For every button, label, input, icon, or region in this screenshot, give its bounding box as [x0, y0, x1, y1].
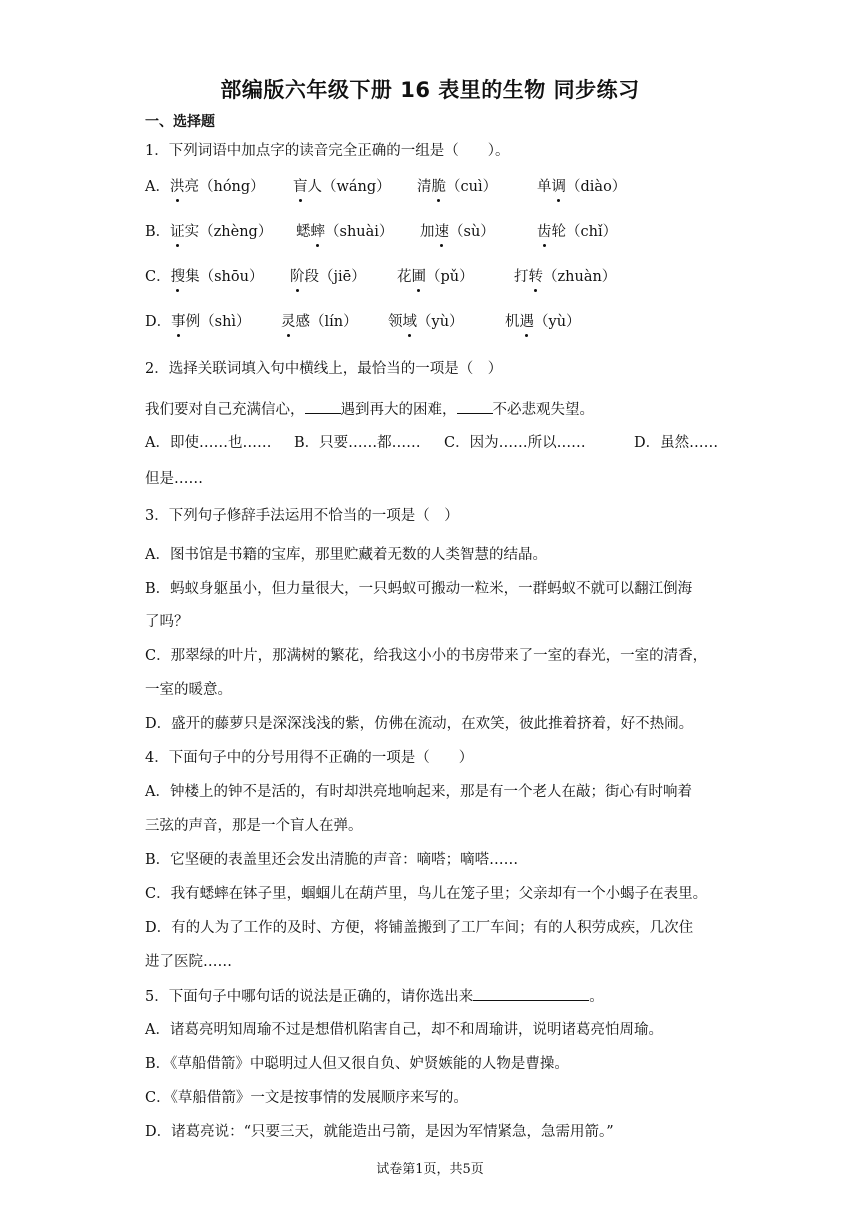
q3-stem: 3．下列句子修辞手法运用不恰当的一项是（ ） [145, 508, 459, 524]
q4-option-a: A．钟楼上的钟不是活的，有时却洪亮地响起来，那是有一个老人在敲；街心有时响着 [145, 784, 692, 800]
q4-option-b: B．它坚硬的表盖里还会发出清脆的声音：嘀嗒；嘀嗒…… [145, 852, 519, 868]
q4-option-c: C．我有蟋蟀在钵子里，蝈蝈儿在葫芦里，鸟儿在笼子里；父亲却有一个小蝎子在表里。 [145, 886, 708, 902]
q3-option-b: B．蚂蚁身躯虽小，但力量很大，一只蚂蚁可搬动一粒米，一群蚂蚁不就可以翻江倒海 [145, 581, 693, 597]
section-heading: 一、选择题 [145, 114, 215, 130]
q1-a-item-1: A．洪亮（hóng） [145, 179, 265, 195]
q2-option-a: A．即使……也…… [145, 435, 272, 451]
q3-option-c-cont: 一室的暖意。 [145, 682, 232, 698]
q3-option-b-cont: 了吗？ [145, 614, 189, 630]
q4-stem: 4．下面句子中的分号用得不正确的一项是（ ） [145, 750, 474, 766]
q2-option-b: B．只要……都…… [294, 435, 421, 451]
q4-option-d-cont: 进了医院…… [145, 954, 232, 970]
q2-option-d-cont: 但是…… [145, 471, 203, 487]
q2-blank-1 [305, 399, 341, 414]
q3-option-c: C．那翠绿的叶片，那满树的繁花，给我这小小的书房带来了一室的春光，一室的清香， [145, 648, 708, 664]
q2-sentence: 我们要对自己充满信心， 遇到再大的困难， 不必悲观失望。 [145, 399, 594, 420]
q3-option-a: A．图书馆是书籍的宝库，那里贮藏着无数的人类智慧的结晶。 [145, 547, 547, 563]
q5-option-a: A．诸葛亮明知周瑜不过是想借机陷害自己，却不和周瑜讲，说明诸葛亮怕周瑜。 [145, 1022, 663, 1038]
q1-b-item-4: 齿轮（chǐ） [537, 224, 618, 240]
q2-stem: 2．选择关联词填入句中横线上，最恰当的一项是（ ） [145, 361, 503, 377]
q1-a-item-2: 盲人（wáng） [293, 179, 391, 195]
q1-a-item-3: 清脆（cuì） [417, 179, 498, 195]
q1-d-item-4: 机遇（yù） [505, 314, 581, 330]
q5-answer-blank [473, 986, 589, 1001]
q1-a-item-4: 单调（diào） [537, 179, 627, 195]
page-footer: 试卷第1页，共5页 [376, 1162, 484, 1177]
q1-d-item-3: 领域（yù） [388, 314, 464, 330]
q2-option-c: C．因为……所以…… [444, 435, 586, 451]
q4-option-a-cont: 三弦的声音，那是一个盲人在弹。 [145, 818, 363, 834]
q5-option-c: C．《草船借箭》一文是按事情的发展顺序来写的。 [145, 1090, 468, 1106]
q1-b-item-1: B．证实（zhèng） [145, 224, 273, 240]
q3-option-d: D．盛开的藤萝只是深深浅浅的紫，仿佛在流动，在欢笑，彼此推着挤着，好不热闹。 [145, 716, 694, 732]
q1-b-item-3: 加速（sù） [420, 224, 495, 240]
q1-c-item-3: 花圃（pǔ） [397, 269, 474, 285]
q5-option-b: B．《草船借箭》中聪明过人但又很自负、妒贤嫉能的人物是曹操。 [145, 1056, 569, 1072]
q5-stem: 5．下面句子中哪句话的说法是正确的，请你选出来 。 [145, 986, 604, 1007]
q1-c-item-4: 打转（zhuàn） [514, 269, 617, 285]
q1-c-item-2: 阶段（jiē） [290, 269, 366, 285]
q1-c-item-1: C．搜集（shōu） [145, 269, 264, 285]
q2-option-d: D．虽然…… [634, 435, 719, 451]
q1-d-item-2: 灵感（lín） [281, 314, 358, 330]
q1-stem: 1．下列词语中加点字的读音完全正确的一组是（ ）。 [145, 143, 510, 159]
q1-b-item-2: 蟋蟀（shuài） [296, 224, 394, 240]
page-title: 部编版六年级下册 16 表里的生物 同步练习 [220, 78, 640, 102]
q2-blank-2 [457, 399, 493, 414]
q4-option-d: D．有的人为了工作的及时、方便，将铺盖搬到了工厂车间；有的人积劳成疾，几次住 [145, 920, 694, 936]
q1-d-item-1: D．事例（shì） [145, 314, 251, 330]
q5-option-d: D．诸葛亮说：“只要三天，就能造出弓箭，是因为军情紧急，急需用箭。” [145, 1124, 614, 1140]
